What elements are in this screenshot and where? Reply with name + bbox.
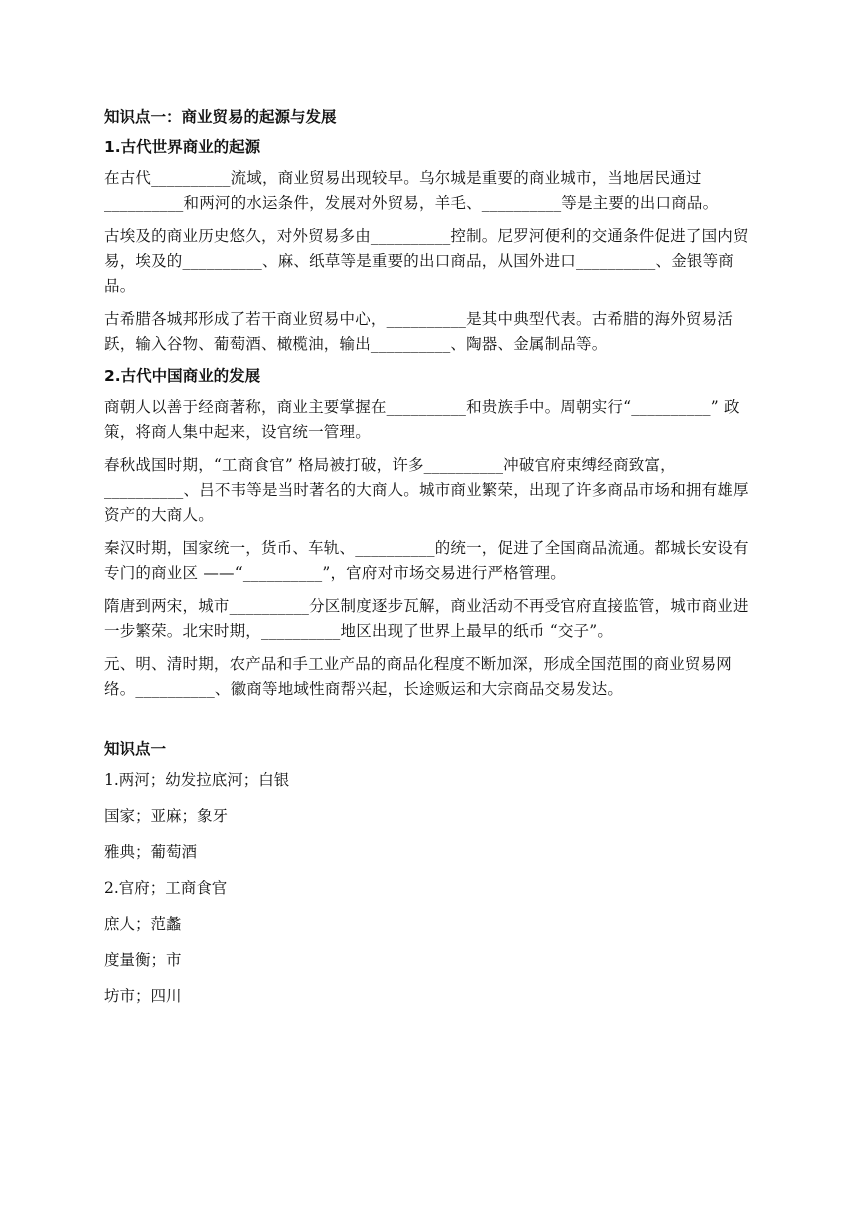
- answer-line: 度量衡；市: [104, 951, 182, 969]
- subsection-title-1: 1.古代世界商业的起源: [104, 138, 261, 156]
- paragraph: 古希腊各城邦形成了若干商业贸易中心，__________是其中典型代表。古希腊的海外贸易活跃，输入谷物、葡萄酒、橄榄油，输出__________、陶器、金属制品等。: [104, 310, 734, 353]
- paragraph: 古埃及的商业历史悠久，对外贸易多由__________控制。尼罗河便利的交通条件促进了国内贸易，埃及的__________、麻、纸草等是重要的出口商品，从国外进口__________、金银等商品。: [104, 227, 749, 295]
- paragraph: 秦汉时期，国家统一，货币、车轨、__________的统一，促进了全国商品流通。都城长安设有专门的商业区 ——“__________”，官府对市场交易进行严格管理。: [104, 539, 749, 582]
- paragraph: 在古代__________流域，商业贸易出现较早。乌尔城是重要的商业城市，当地居民通过__________和两河的水运条件，发展对外贸易，羊毛、__________等是主要的出口商品。: [104, 169, 719, 212]
- answer-line: 雅典；葡萄酒: [104, 843, 198, 861]
- answer-line: 1.两河；幼发拉底河；白银: [104, 771, 290, 789]
- answer-line: 庶人；范蠡: [104, 915, 182, 933]
- document-page: [104, 100, 750, 1020]
- subsection-title-2: 2.古代中国商业的发展: [104, 367, 261, 385]
- paragraph: 隋唐到两宋，城市__________分区制度逐步瓦解，商业活动不再受官府直接监管，城市商业进一步繁荣。北宋时期，__________地区出现了世界上最早的纸币 “交子”。: [104, 597, 749, 640]
- paragraph: 春秋战国时期，“工商食官” 格局被打破，许多__________冲破官府束缚经商致富，__________、吕不韦等是当时著名的大商人。城市商业繁荣，出现了许多商品市场和拥有雄厚资产的大商人。: [104, 456, 749, 524]
- spacer: [104, 710, 750, 732]
- answer-line: 2.官府；工商食官: [104, 879, 228, 897]
- section-title: 知识点一：商业贸易的起源与发展: [104, 108, 337, 126]
- answer-line: 国家；亚麻；象牙: [104, 807, 229, 825]
- answer-line: 坊市；四川: [104, 987, 182, 1005]
- paragraph: 元、明、清时期，农产品和手工业产品的商品化程度不断加深，形成全国范围的商业贸易网络。__________、徽商等地域性商帮兴起，长途贩运和大宗商品交易发达。: [104, 655, 733, 698]
- answers-title: 知识点一: [104, 740, 167, 758]
- paragraph: 商朝人以善于经商著称，商业主要掌握在__________和贵族手中。周朝实行“__________” 政策，将商人集中起来，设官统一管理。: [104, 398, 740, 441]
